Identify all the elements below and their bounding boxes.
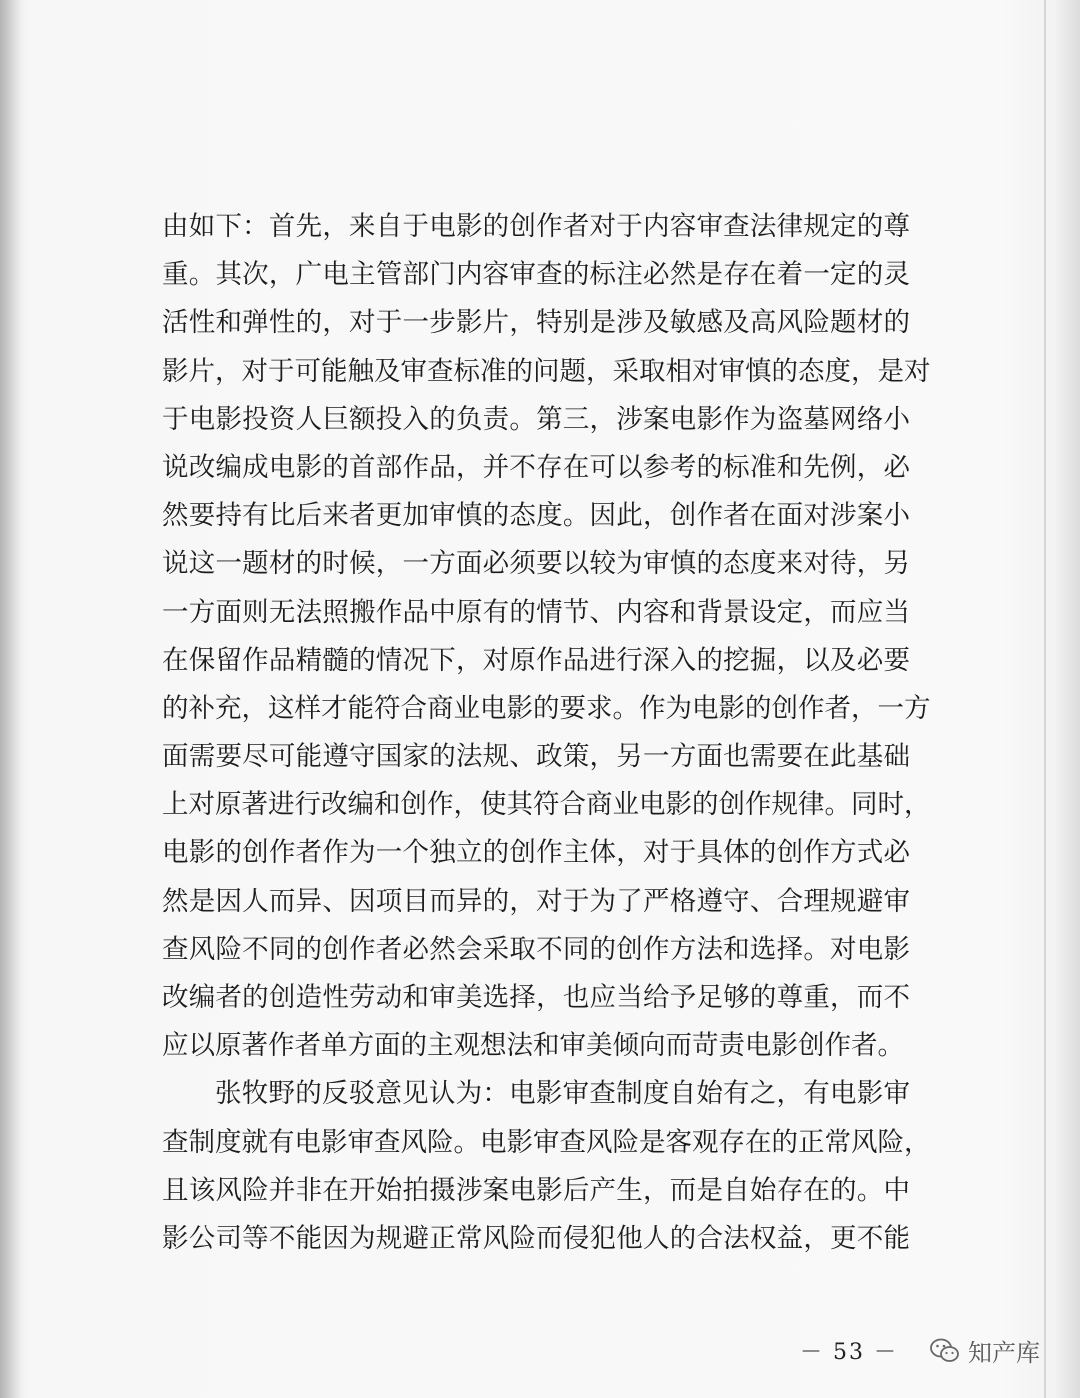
text-line: 一方面则无法照搬作品中原有的情节、内容和背景设定，而应当 <box>162 596 910 628</box>
text-line: 由如下：首先，来自于电影的创作者对于内容审查法律规定的尊 <box>162 211 910 242</box>
page-edge-shadow <box>0 0 22 1398</box>
document-body <box>162 203 931 1263</box>
page-number: － 53 － <box>800 1340 898 1365</box>
watermark <box>930 1333 1040 1368</box>
paragraph-1 <box>162 203 931 1070</box>
text-line: 于电影投资人巨额投入的负责。第三，涉案电影作为盗墓网络小 <box>162 403 910 435</box>
wechat-icon <box>930 1338 960 1364</box>
text-line: 且该风险并非在开始拍摄涉案电影后产生，而是自始存在的。中 <box>162 1174 910 1206</box>
text-line: 张牧野的反驳意见认为：电影审查制度自始有之，有电影审 <box>215 1078 910 1110</box>
text-line: 的补充，这样才能符合商业电影的要求。作为电影的创作者，一方 <box>162 692 931 724</box>
text-line: 然要持有比后来者更加审慎的态度。因此，创作者在面对涉案小 <box>162 500 910 532</box>
text-line: 改编者的创造性劳动和审美选择，也应当给予足够的尊重，而不 <box>162 982 910 1013</box>
page-fold-line <box>1044 0 1046 1398</box>
text-line: 查风险不同的创作者必然会采取不同的创作方法和选择。对电影 <box>162 933 910 965</box>
text-line: 说改编成电影的首部作品，并不存在可以参考的标准和先例，必 <box>162 451 910 483</box>
text-line: 查制度就有电影审查风险。电影审查风险是客观存在的正常风险， <box>162 1126 931 1158</box>
text-line: 在保留作品精髓的情况下，对原作品进行深入的挖掘，以及必要 <box>162 644 910 676</box>
text-line: 上对原著进行改编和创作，使其符合商业电影的创作规律。同时， <box>162 789 931 821</box>
text-line: 面需要尽可能遵守国家的法规、政策，另一方面也需要在此基础 <box>162 741 910 773</box>
text-line: 活性和弹性的，对于一步影片，特别是涉及敏感及高风险题材的 <box>162 307 910 339</box>
text-line: 重。其次，广电主管部门内容审查的标注必然是存在着一定的灵 <box>162 259 910 291</box>
text-line: 影片，对于可能触及审查标准的问题，采取相对审慎的态度，是对 <box>162 355 931 387</box>
text-line: 影公司等不能因为规避正常风险而侵犯他人的合法权益，更不能 <box>162 1222 910 1254</box>
text-line: 电影的创作者作为一个独立的创作主体，对于具体的创作方式必 <box>162 837 910 869</box>
paragraph-2 <box>162 1070 931 1263</box>
text-line: 应以原著作者单方面的主观想法和审美倾向而苛责电影创作者。 <box>162 1030 904 1062</box>
text-line: 然是因人而异、因项目而异的，对于为了严格遵守、合理规避审 <box>162 885 910 917</box>
text-line: 说这一题材的时候，一方面必须要以较为审慎的态度来对待，另 <box>162 548 910 580</box>
watermark-text: 知产库 <box>968 1339 1040 1367</box>
